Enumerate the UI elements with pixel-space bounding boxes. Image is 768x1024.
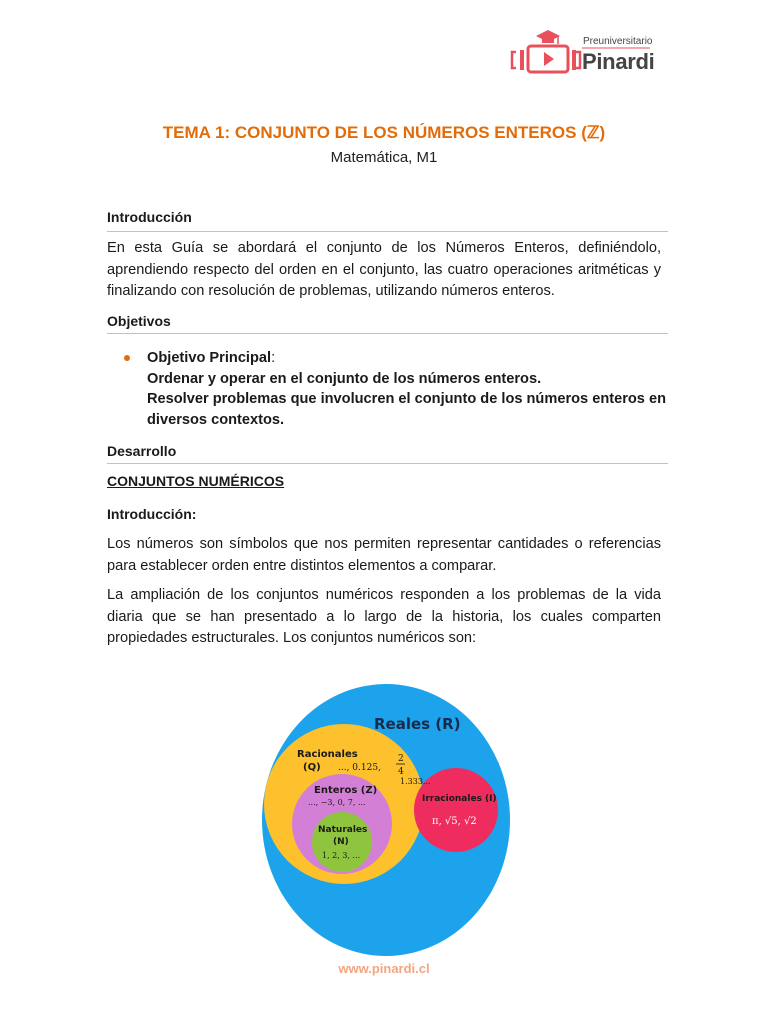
- footer-website: www.pinardi.cl: [338, 961, 430, 976]
- section-objetivos-heading: Objetivos: [107, 313, 171, 329]
- objetivo-principal-label: Objetivo Principal: [147, 350, 272, 366]
- objetivo-line-1: Ordenar y operar en el conjunto de los números enteros.: [147, 371, 542, 387]
- naturales-symbol: (N): [333, 837, 349, 847]
- introduccion-subheading: Introducción:: [107, 506, 197, 522]
- section-desarrollo-heading: Desarrollo: [107, 443, 177, 459]
- page-title: TEMA 1: CONJUNTO DE LOS NÚMEROS ENTEROS (ℤ): [162, 123, 606, 142]
- racionales-examples: ..., 0.125,: [338, 763, 381, 773]
- objetivo-principal: [147, 348, 667, 369]
- enteros-examples: ..., −3, 0, 7, ...: [308, 798, 366, 807]
- fraction-numerator: 2: [398, 754, 404, 764]
- objetivo-line-2: Resolver problemas que involucren el conjunto de los números enteros en diversos contextos.: [147, 391, 667, 428]
- racionales-symbol: (Q): [303, 762, 321, 773]
- racionales-label: Racionales: [297, 749, 358, 760]
- desarrollo-paragraph-2: La ampliación de los conjuntos numéricos responden a los problemas de la vida diaria que se han presentado a lo largo de la historia, los cuales comparten propiedades estructurales. Los conjuntos numéricos son:: [107, 587, 661, 646]
- graduation-cap-icon: [536, 30, 560, 44]
- section-divider: [107, 231, 668, 232]
- fraction-denominator: 4: [398, 767, 404, 777]
- irracionales-examples: π, √5, √2: [432, 816, 477, 827]
- laptop-play-icon: [512, 46, 580, 72]
- conjuntos-numericos-heading: CONJUNTOS NUMÉRICOS: [107, 473, 285, 489]
- bullet-icon: [124, 355, 130, 361]
- section-divider: [107, 333, 668, 334]
- naturales-examples: 1, 2, 3, ...: [322, 851, 361, 860]
- objetivo-principal-colon: :: [271, 350, 276, 366]
- section-divider: [107, 463, 668, 464]
- enteros-label: Enteros (Z): [314, 785, 378, 796]
- naturales-label: Naturales: [318, 825, 368, 835]
- page-subtitle: Matemática, M1: [330, 149, 438, 166]
- section-introduccion-heading: Introducción: [107, 209, 192, 225]
- reales-label: Reales (R): [374, 715, 461, 733]
- introduccion-text: En esta Guía se abordará el conjunto de los Números Enteros, definiéndolo, aprendiendo respecto del orden en el conjunto, las cuatro operaciones aritméticas y finalizando con resolución de problemas, utilizando números enteros.: [107, 240, 661, 299]
- logo-name: Pinardi: [582, 49, 655, 74]
- racionales-examples-2: 1.333...: [400, 777, 431, 786]
- number-sets-diagram: [262, 684, 510, 956]
- logo-pretext: Preuniversitario: [583, 36, 653, 47]
- desarrollo-paragraph-1: Los números son símbolos que nos permiten representar cantidades o referencias para establecer orden entre distintos elementos a comparar.: [107, 536, 661, 574]
- irracionales-label: Irracionales (I): [422, 794, 497, 804]
